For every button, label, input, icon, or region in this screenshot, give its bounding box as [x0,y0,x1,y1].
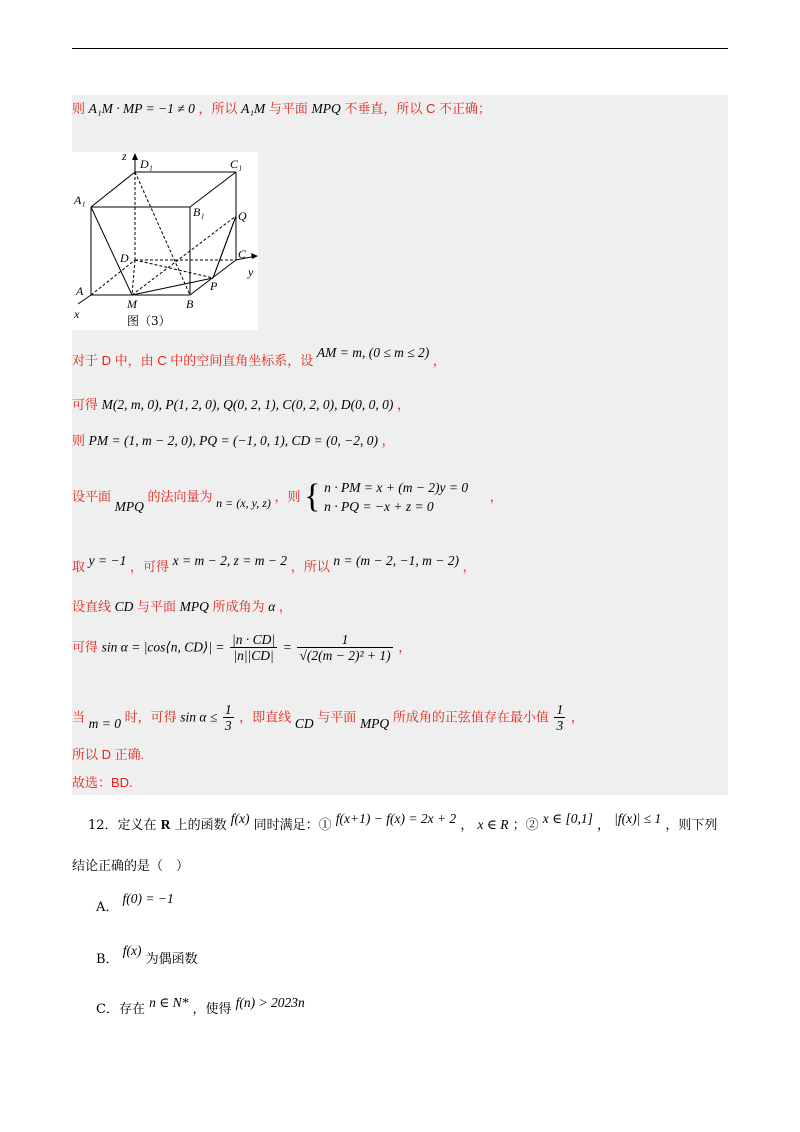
label-C: C [238,247,247,261]
fraction [223,702,234,733]
fraction [230,632,277,663]
fraction-denominator: 3 [224,718,232,734]
fraction [554,702,565,733]
text: ，即直线 [239,709,292,725]
solution-line-6 [72,552,476,574]
system-brace: { [304,478,321,515]
math-expr: A₁M · MP = −1 ≠ 0 [88,101,195,116]
label-M: M [127,297,137,311]
math-expr: MPQ [114,499,144,514]
math-expr: PM = (1, m − 2, 0), PQ = (−1, 0, 1), CD = (0, −2, 0) [88,433,379,448]
math-expr: sin α ≤ [180,709,218,725]
label-P: P [210,279,218,293]
fraction-numerator: |n · CD| [232,632,276,648]
text: ， [398,639,412,655]
label-B: B [186,297,194,311]
label-A: A [76,284,84,298]
math-expr: AM = m, (0 ≤ m ≤ 2) [316,345,430,360]
option-label: B． [96,952,119,967]
text: ， [381,433,395,448]
text: 的法向量为 [147,489,213,504]
math-expr: f(0) = −1 [122,891,174,906]
math-expr: n = (x, y, z) [216,496,271,510]
math-expr: MPQ [179,599,209,614]
question-number: 12．定义在 [88,818,157,833]
fraction [297,632,392,663]
text: 与平面 [317,709,357,725]
option-b[interactable] [96,943,198,967]
text: 当 [72,709,86,725]
text: 可得 [72,639,99,655]
math-expr: f(x+1) − f(x) = 2x + 2 [335,811,457,826]
math-expr: n ∈ N* [149,995,189,1010]
header-rule [72,48,728,49]
text: 则 [72,433,86,448]
fraction-numerator: 1 [297,632,392,648]
solution-line-9 [72,700,584,735]
label-D1: D₁ [140,157,153,171]
solution-line-4 [72,432,395,450]
text: 设直线 [72,599,112,614]
solution-line-8 [72,630,411,665]
math-expr: sin α = |cos⟨n, CD⟩| = [101,639,225,655]
figure-caption: 图（3） [127,314,171,328]
label-x: x [74,307,80,321]
text: 同时满足：① [253,818,332,833]
math-expr: x ∈ [0,1] [542,811,593,826]
label-A1: A₁ [74,193,86,207]
cube-diagram [72,152,258,330]
math-expr: |f(x)| ≤ 1 [614,811,662,826]
text: 与平面 [268,101,308,116]
text: 所成角为 [212,599,265,614]
text: 取 [72,559,86,574]
math-expr: α [268,599,276,614]
label-y: y [248,265,254,279]
equation-2: n · PQ = −x + z = 0 [324,499,434,514]
text: ；② [512,818,539,833]
text: ， [489,489,503,504]
option-a[interactable] [96,891,174,915]
equation-1: n · PM = x + (m − 2)y = 0 [324,480,469,495]
solution-line-5 [72,478,503,516]
question-12 [88,811,718,835]
solution-conclusion: 故选：BD. [72,775,133,790]
text: 设平面 [72,489,112,504]
text: ， [462,559,476,574]
label-B1: B₁ [193,205,205,219]
option-label: A． [96,900,119,915]
math-expr: MPQ [311,101,341,116]
math-expr: = [282,639,292,655]
math-expr: CD [294,715,314,731]
math-expr: x = m − 2, z = m − 2 [172,553,288,568]
text: ， [460,818,474,833]
math-expr: M(2, m, 0), P(1, 2, 0), Q(0, 2, 1), C(0, 2, 0), D(0, 0, 0) [101,397,394,412]
text: ， [396,397,410,412]
math-expr: A₁M [241,101,266,116]
text: ， [597,818,611,833]
text: 对于 D 中，由 C 中的空间直角坐标系，设 [72,353,314,368]
equation-system [324,478,468,516]
text: ，可得 [129,559,169,574]
math-expr: n = (m − 2, −1, m − 2) [333,553,460,568]
solution-line-7 [72,598,292,616]
math-expr: y = −1 [88,553,127,568]
text: 为偶函数 [145,952,198,967]
text: ，使得 [192,1002,232,1017]
solution-line-1 [72,100,491,118]
question-12-line-2: 结论正确的是（ ） [72,859,190,874]
label-Q: Q [238,209,247,223]
text: 所成角的正弦值存在最小值 [392,709,549,725]
text: 可得 [72,397,99,412]
math-expr: f(n) > 2023n [235,995,305,1010]
math-expr: MPQ [359,715,390,731]
fraction-denominator: √(2(m − 2)² + 1) [299,648,391,664]
fraction-denominator: |n||CD| [233,648,274,664]
math-expr: f(x) [122,943,142,958]
text: ，则 [274,489,301,504]
fraction-denominator: 3 [556,718,564,734]
math-expr: CD [114,599,134,614]
fraction-numerator: 1 [224,702,232,718]
math-expr: f(x) [230,811,250,826]
text: ，所以 [198,101,238,116]
text: ，则下列 [665,818,718,833]
math-expr: x ∈ R [477,817,509,832]
text: 则 [72,101,86,116]
text: ， [570,709,584,725]
text: ， [432,353,446,368]
option-label: C．存在 [96,1002,145,1017]
solution-line-3 [72,396,410,414]
text: ， [278,599,292,614]
text: 与平面 [137,599,177,614]
label-C1: C₁ [230,157,243,171]
fraction-numerator: 1 [556,702,564,718]
text: 上的函数 [174,818,227,833]
solution-line-10: 所以 D 正确. [72,747,145,762]
text: ，所以 [290,559,330,574]
text: 时，可得 [124,709,177,725]
text: 不垂直，所以 C 不正确； [344,101,492,116]
math-expr: R [160,817,171,832]
label-D: D [120,251,129,265]
solution-line-2 [72,345,446,370]
math-expr: m = 0 [88,715,121,731]
option-c[interactable] [96,995,305,1017]
cube-figure [72,152,258,330]
label-z: z [122,152,127,163]
